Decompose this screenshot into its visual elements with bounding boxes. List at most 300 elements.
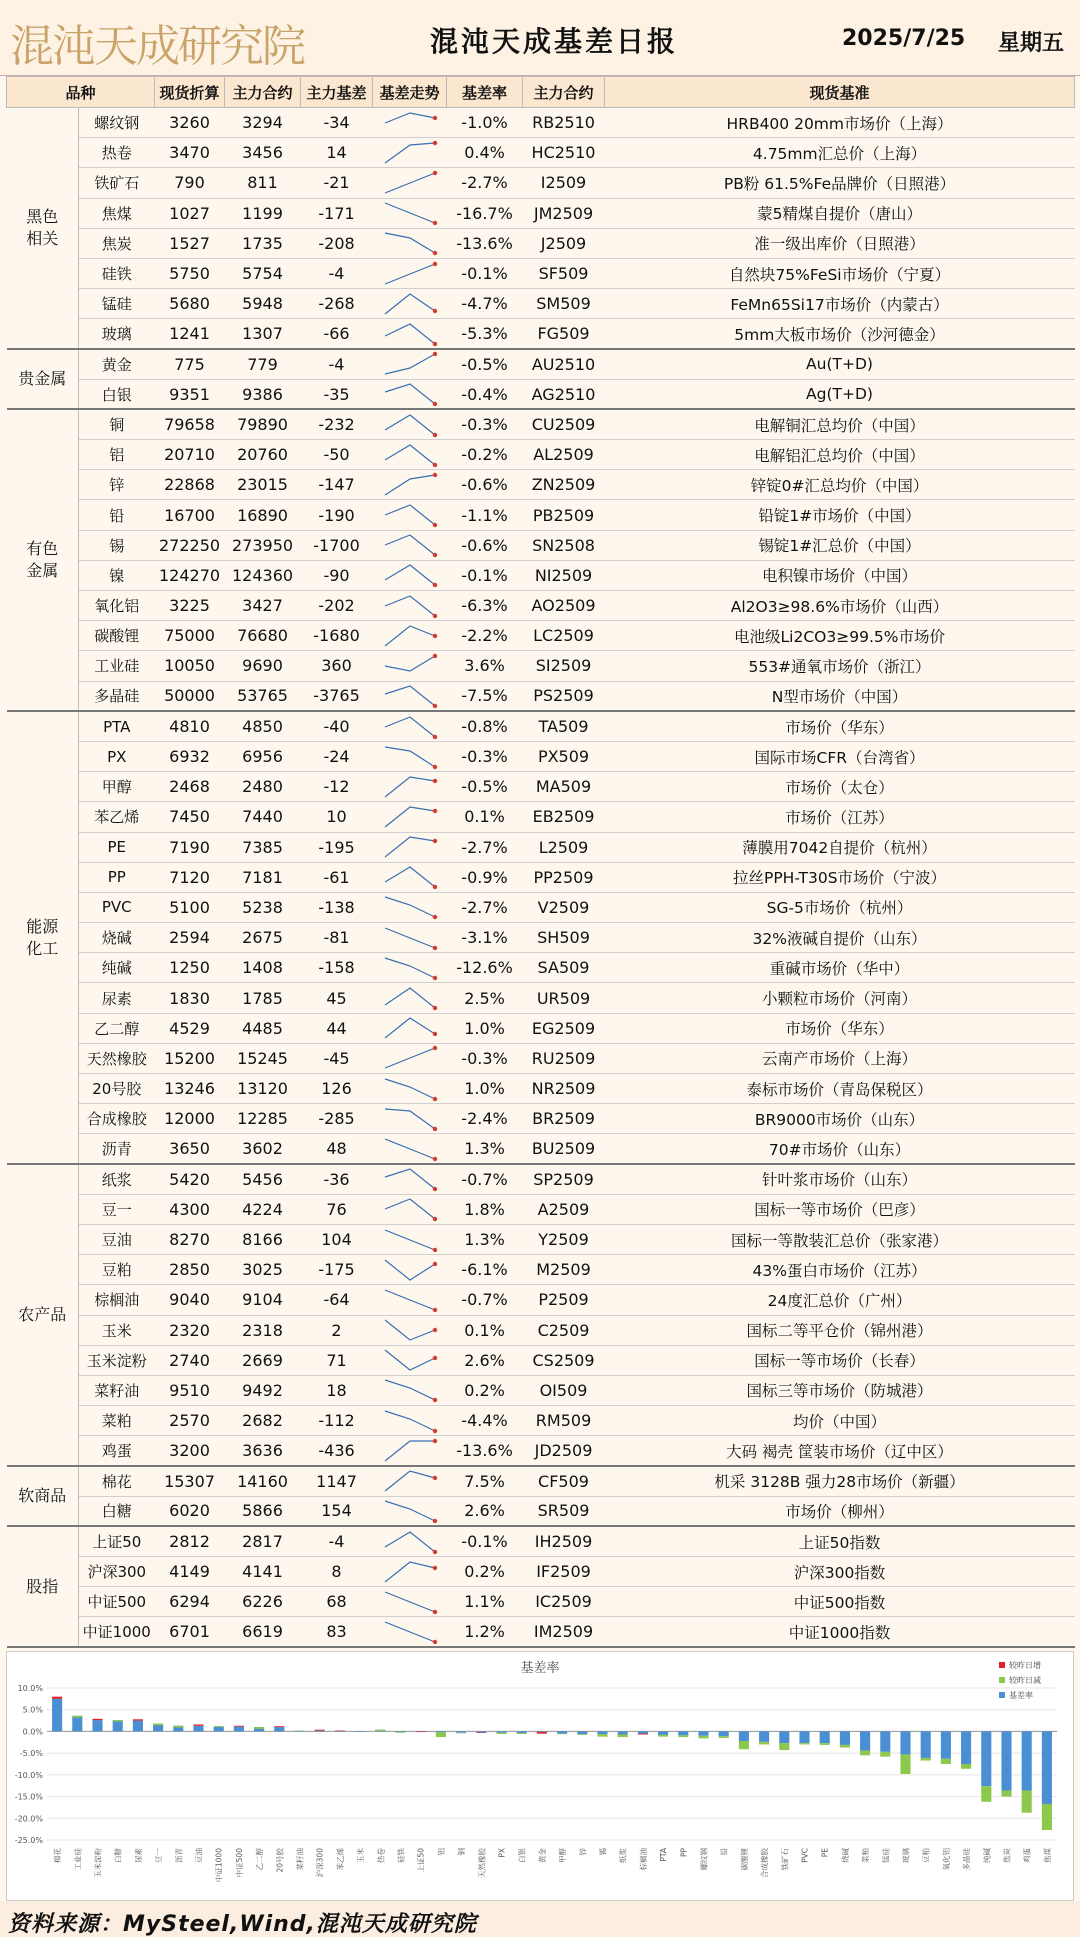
sparkline-svg <box>377 1558 443 1586</box>
sparkline-last-point <box>432 171 436 175</box>
x-tick-label: 玻璃 <box>901 1848 911 1863</box>
rate-cell: 0.4% <box>447 138 523 168</box>
sparkline-last-point <box>432 945 436 949</box>
futures-cell: 9690 <box>225 651 301 681</box>
contract-cell: TA509 <box>523 711 605 741</box>
sparkline-svg <box>377 1226 443 1254</box>
sparkline-line <box>385 1562 435 1582</box>
bar-basis-rate <box>840 1731 850 1744</box>
spot-cell: 6294 <box>155 1587 225 1617</box>
contract-cell: CF509 <box>523 1466 605 1496</box>
variety-cell: 焦炭 <box>79 228 155 258</box>
basis-trend-sparkline <box>373 681 447 711</box>
sparkline-svg <box>377 682 443 710</box>
table-row <box>7 138 1075 168</box>
basis-trend-sparkline <box>373 772 447 802</box>
sparkline-last-point <box>432 1519 436 1523</box>
basis-cell: 8 <box>301 1557 373 1587</box>
benchmark-cell: PB粉 61.5%Fe品牌价（日照港） <box>605 168 1075 198</box>
benchmark-cell: SG-5市场价（杭州） <box>605 892 1075 922</box>
bar-basis-rate <box>779 1731 789 1743</box>
spot-cell: 9510 <box>155 1375 225 1405</box>
sparkline-line <box>385 656 435 671</box>
futures-cell: 4141 <box>225 1557 301 1587</box>
contract-cell: L2509 <box>523 832 605 862</box>
basis-cell: -4 <box>301 349 373 379</box>
spot-cell: 5750 <box>155 258 225 288</box>
contract-cell: SA509 <box>523 953 605 983</box>
basis-trend-sparkline <box>373 832 447 862</box>
sparkline-svg <box>377 1497 443 1525</box>
sparkline-svg <box>377 1467 443 1495</box>
contract-cell: SF509 <box>523 258 605 288</box>
sparkline-last-point <box>432 1398 436 1402</box>
chart-canvas <box>7 1652 1073 1900</box>
bar-change-down <box>436 1732 446 1737</box>
bar-change-down <box>395 1732 405 1733</box>
benchmark-cell: 机采 3128B 强力28市场价（新疆） <box>605 1466 1075 1496</box>
bar-basis-rate <box>799 1731 809 1743</box>
contract-cell: OI509 <box>523 1375 605 1405</box>
x-tick-label: PE <box>820 1848 830 1858</box>
sparkline-svg <box>377 893 443 921</box>
report-title: 混沌天成基差日报 <box>430 25 679 58</box>
category-cell: 黑色 相关 <box>7 108 79 350</box>
contract-cell: SI2509 <box>523 651 605 681</box>
futures-cell: 1408 <box>225 953 301 983</box>
table-row <box>7 228 1075 258</box>
sparkline-svg <box>377 1316 443 1344</box>
sparkline-line <box>385 1350 435 1370</box>
contract-cell: SH509 <box>523 923 605 953</box>
futures-cell: 1735 <box>225 228 301 258</box>
futures-cell: 1307 <box>225 319 301 349</box>
basis-trend-sparkline <box>373 1043 447 1073</box>
futures-cell: 1199 <box>225 198 301 228</box>
bar-basis-rate <box>759 1731 769 1741</box>
sparkline-line <box>385 113 435 123</box>
basis-cell: -208 <box>301 228 373 258</box>
x-tick-label: PVC <box>800 1848 810 1863</box>
x-tick-label: 沪深300 <box>315 1848 325 1878</box>
variety-cell: PE <box>79 832 155 862</box>
futures-cell: 6956 <box>225 741 301 771</box>
basis-trend-sparkline <box>373 1345 447 1375</box>
basis-trend-sparkline <box>373 862 447 892</box>
variety-cell: 纸浆 <box>79 1164 155 1194</box>
bar-change-down <box>759 1742 769 1745</box>
variety-cell: 工业硅 <box>79 651 155 681</box>
basis-cell: -1700 <box>301 530 373 560</box>
futures-cell: 4850 <box>225 711 301 741</box>
bar-basis-rate <box>113 1720 123 1731</box>
bar-change-down <box>820 1743 830 1745</box>
sparkline-line <box>385 1139 435 1159</box>
benchmark-cell: 电积镍市场价（中国） <box>605 560 1075 590</box>
spot-cell: 3200 <box>155 1436 225 1466</box>
y-tick-label: -10.0% <box>14 1770 43 1780</box>
sparkline-last-point <box>432 309 436 313</box>
bar-change-up <box>234 1726 244 1727</box>
basis-cell: 104 <box>301 1224 373 1254</box>
rate-cell: 1.3% <box>447 1134 523 1164</box>
rate-cell: -0.3% <box>447 1043 523 1073</box>
contract-cell: SP2509 <box>523 1164 605 1194</box>
benchmark-cell: 43%蛋白市场价（江苏） <box>605 1255 1075 1285</box>
sparkline-svg <box>377 1588 443 1616</box>
futures-cell: 14160 <box>225 1466 301 1496</box>
x-tick-label: 豆油 <box>194 1848 204 1863</box>
benchmark-cell: 电解铝汇总均价（中国） <box>605 440 1075 470</box>
benchmark-cell: 5mm大板市场价（沙河德金） <box>605 319 1075 349</box>
x-tick-label: PTA <box>659 1848 669 1862</box>
variety-cell: 沪深300 <box>79 1557 155 1587</box>
table-row <box>7 983 1075 1013</box>
basis-cell: 10 <box>301 802 373 832</box>
variety-cell: 棉花 <box>79 1466 155 1496</box>
rate-cell: 1.3% <box>447 1224 523 1254</box>
contract-cell: UR509 <box>523 983 605 1013</box>
bar-change-down <box>113 1720 123 1721</box>
spot-cell: 12000 <box>155 1104 225 1134</box>
sparkline-line <box>385 203 435 223</box>
category-cell: 有色 金属 <box>7 409 79 711</box>
col-header-trend: 基差走势 <box>373 77 447 108</box>
bar-change-down <box>961 1764 971 1769</box>
contract-cell: EB2509 <box>523 802 605 832</box>
bar-change-down <box>678 1735 688 1737</box>
benchmark-cell: 针叶浆市场价（山东） <box>605 1164 1075 1194</box>
basis-cell: -202 <box>301 591 373 621</box>
bar-basis-rate <box>355 1731 365 1732</box>
contract-cell: ZN2509 <box>523 470 605 500</box>
futures-cell: 9104 <box>225 1285 301 1315</box>
futures-cell: 2682 <box>225 1406 301 1436</box>
bar-basis-rate <box>577 1731 587 1734</box>
bar-change-down <box>72 1716 82 1718</box>
variety-cell: 20号胶 <box>79 1074 155 1104</box>
sparkline-last-point <box>432 704 436 708</box>
sparkline-line <box>385 475 435 495</box>
sparkline-last-point <box>432 915 436 919</box>
bar-change-down <box>658 1735 668 1737</box>
futures-cell: 16890 <box>225 500 301 530</box>
rate-cell: 1.1% <box>447 1587 523 1617</box>
table-row <box>7 500 1075 530</box>
x-tick-label: 豆粕 <box>921 1848 931 1863</box>
table-header-row <box>7 77 1075 108</box>
futures-cell: 8166 <box>225 1224 301 1254</box>
sparkline-svg <box>377 139 443 167</box>
bar-change-down <box>1022 1790 1032 1812</box>
spot-cell: 124270 <box>155 560 225 590</box>
bar-change-down <box>779 1743 789 1750</box>
rate-cell: -13.6% <box>447 1436 523 1466</box>
futures-cell: 9386 <box>225 379 301 409</box>
rate-cell: -2.7% <box>447 892 523 922</box>
basis-table <box>6 76 1075 1648</box>
x-tick-label: 烧碱 <box>840 1848 850 1863</box>
sparkline-line <box>385 1290 435 1310</box>
variety-cell: 玉米 <box>79 1315 155 1345</box>
table-row <box>7 862 1075 892</box>
sparkline-line <box>385 1230 435 1250</box>
category-cell: 股指 <box>7 1526 79 1647</box>
basis-cell: -45 <box>301 1043 373 1073</box>
benchmark-cell: 市场价（华东） <box>605 1013 1075 1043</box>
sparkline-last-point <box>432 809 436 813</box>
rate-cell: -0.8% <box>447 711 523 741</box>
sparkline-line <box>385 1109 435 1129</box>
bar-basis-rate <box>315 1731 325 1732</box>
contract-cell: AG2510 <box>523 379 605 409</box>
basis-cell: 45 <box>301 983 373 1013</box>
sparkline-svg <box>377 320 443 348</box>
basis-cell: -285 <box>301 1104 373 1134</box>
basis-trend-sparkline <box>373 591 447 621</box>
x-tick-label: 热卷 <box>376 1848 386 1863</box>
futures-cell: 3456 <box>225 138 301 168</box>
spot-cell: 2594 <box>155 923 225 953</box>
x-tick-label: 合成橡胶 <box>760 1848 770 1878</box>
table-row <box>7 681 1075 711</box>
contract-cell: NI2509 <box>523 560 605 590</box>
sparkline-last-point <box>432 1046 436 1050</box>
category-cell: 能源 化工 <box>7 711 79 1164</box>
basis-trend-sparkline <box>373 500 447 530</box>
sparkline-line <box>385 1532 435 1552</box>
spot-cell: 1241 <box>155 319 225 349</box>
sparkline-last-point <box>432 1262 436 1266</box>
variety-cell: 碳酸锂 <box>79 621 155 651</box>
sparkline-last-point <box>432 613 436 617</box>
benchmark-cell: 锡锭1#汇总价（中国） <box>605 530 1075 560</box>
contract-cell: V2509 <box>523 892 605 922</box>
bar-change-down <box>719 1736 729 1738</box>
basis-trend-sparkline <box>373 1436 447 1466</box>
futures-cell: 4224 <box>225 1194 301 1224</box>
spot-cell: 7450 <box>155 802 225 832</box>
sparkline-svg <box>377 109 443 137</box>
basis-cell: -50 <box>301 440 373 470</box>
sparkline-svg <box>377 984 443 1012</box>
basis-trend-sparkline <box>373 138 447 168</box>
rate-cell: 1.8% <box>447 1194 523 1224</box>
sparkline-svg <box>377 1346 443 1374</box>
variety-cell: 白糖 <box>79 1496 155 1526</box>
benchmark-cell: 蒙5精煤自提价（唐山） <box>605 198 1075 228</box>
bar-basis-rate <box>658 1731 668 1734</box>
table-row <box>7 440 1075 470</box>
sparkline-last-point <box>432 1247 436 1251</box>
benchmark-cell: 重碱市场价（华中） <box>605 953 1075 983</box>
rate-cell: -6.1% <box>447 1255 523 1285</box>
sparkline-last-point <box>432 402 436 406</box>
table-row <box>7 349 1075 379</box>
basis-trend-sparkline <box>373 1315 447 1345</box>
basis-trend-sparkline <box>373 1285 447 1315</box>
rate-cell: -0.2% <box>447 440 523 470</box>
table-row <box>7 1496 1075 1526</box>
x-tick-label: 焦煤 <box>1042 1848 1052 1863</box>
rate-cell: -0.9% <box>447 862 523 892</box>
benchmark-cell: 准一级出库价（日照港） <box>605 228 1075 258</box>
contract-cell: IC2509 <box>523 1587 605 1617</box>
bar-change-down <box>900 1754 910 1774</box>
spot-cell: 13246 <box>155 1074 225 1104</box>
table-row <box>7 409 1075 439</box>
table-row <box>7 168 1075 198</box>
sparkline-svg <box>377 1437 443 1465</box>
benchmark-cell: HRB400 20mm市场价（上海） <box>605 108 1075 138</box>
sparkline-line <box>385 867 435 887</box>
spot-cell: 1250 <box>155 953 225 983</box>
contract-cell: RB2510 <box>523 108 605 138</box>
table-row <box>7 953 1075 983</box>
table-row <box>7 1345 1075 1375</box>
spot-cell: 8270 <box>155 1224 225 1254</box>
futures-cell: 5238 <box>225 892 301 922</box>
sparkline-last-point <box>432 839 436 843</box>
sparkline-svg <box>377 1618 443 1646</box>
basis-trend-sparkline <box>373 1013 447 1043</box>
sparkline-last-point <box>432 976 436 980</box>
report-weekday: 星期五 <box>998 31 1065 56</box>
variety-cell: 沥青 <box>79 1134 155 1164</box>
benchmark-cell: 薄膜用7042自提价（杭州） <box>605 832 1075 862</box>
rate-cell: -0.1% <box>447 258 523 288</box>
table-row <box>7 892 1075 922</box>
variety-cell: 玉米淀粉 <box>79 1345 155 1375</box>
variety-cell: 菜粕 <box>79 1406 155 1436</box>
basis-cell: -81 <box>301 923 373 953</box>
x-tick-label: 锰硅 <box>881 1848 891 1863</box>
table-row <box>7 1587 1075 1617</box>
contract-cell: EG2509 <box>523 1013 605 1043</box>
benchmark-cell: 大码 褐壳 筐装市场价（辽中区） <box>605 1436 1075 1466</box>
sparkline-line <box>385 233 435 253</box>
bar-basis-rate <box>820 1731 830 1743</box>
variety-cell: 锡 <box>79 530 155 560</box>
basis-trend-sparkline <box>373 1104 447 1134</box>
sparkline-last-point <box>432 1032 436 1036</box>
basis-cell: -112 <box>301 1406 373 1436</box>
spot-cell: 272250 <box>155 530 225 560</box>
sparkline-line <box>385 1441 435 1461</box>
x-tick-label: 上证50 <box>416 1848 426 1873</box>
basis-trend-sparkline <box>373 1587 447 1617</box>
spot-cell: 2812 <box>155 1526 225 1556</box>
bar-basis-rate <box>981 1731 991 1786</box>
futures-cell: 15245 <box>225 1043 301 1073</box>
sparkline-line <box>385 807 435 827</box>
col-header-spot: 现货折算 <box>155 77 225 108</box>
bar-change-down <box>1001 1790 1011 1796</box>
benchmark-cell: N型市场价（中国） <box>605 681 1075 711</box>
bar-basis-rate <box>436 1731 446 1732</box>
basis-trend-sparkline <box>373 168 447 198</box>
futures-cell: 20760 <box>225 440 301 470</box>
sparkline-last-point <box>432 523 436 527</box>
table-row <box>7 1013 1075 1043</box>
bar-change-down <box>153 1724 163 1726</box>
category-cell: 贵金属 <box>7 349 79 409</box>
table-row <box>7 1315 1075 1345</box>
basis-cell: -138 <box>301 892 373 922</box>
futures-cell: 2675 <box>225 923 301 953</box>
basis-trend-sparkline <box>373 198 447 228</box>
contract-cell: NR2509 <box>523 1074 605 1104</box>
basis-trend-sparkline <box>373 1134 447 1164</box>
rate-cell: 1.0% <box>447 1013 523 1043</box>
x-tick-label: 天然橡胶 <box>477 1848 487 1878</box>
variety-cell: PTA <box>79 711 155 741</box>
bar-change-down <box>294 1731 304 1732</box>
futures-cell: 124360 <box>225 560 301 590</box>
bar-basis-rate <box>193 1726 203 1732</box>
col-header-futures: 主力合约 <box>225 77 301 108</box>
basis-cell: -3765 <box>301 681 373 711</box>
y-tick-label: -25.0% <box>14 1836 43 1845</box>
category-cell: 农产品 <box>7 1164 79 1466</box>
spot-cell: 1027 <box>155 198 225 228</box>
x-tick-label: 甲醇 <box>558 1848 568 1863</box>
table-row <box>7 1074 1075 1104</box>
contract-cell: BU2509 <box>523 1134 605 1164</box>
variety-cell: 合成橡胶 <box>79 1104 155 1134</box>
futures-cell: 3294 <box>225 108 301 138</box>
sparkline-svg <box>377 833 443 861</box>
y-tick-label: -5.0% <box>19 1749 43 1759</box>
sparkline-last-point <box>432 473 436 477</box>
sparkline-last-point <box>432 634 436 638</box>
contract-cell: IH2509 <box>523 1526 605 1556</box>
contract-cell: SM509 <box>523 289 605 319</box>
futures-cell: 4485 <box>225 1013 301 1043</box>
table-row <box>7 741 1075 771</box>
sparkline-last-point <box>432 583 436 587</box>
variety-cell: PP <box>79 862 155 892</box>
sparkline-line <box>385 1592 435 1612</box>
x-tick-label: 中证1000 <box>214 1848 224 1883</box>
basis-trend-sparkline <box>373 1074 447 1104</box>
x-tick-label: 棕榈油 <box>638 1848 648 1871</box>
basis-trend-sparkline <box>373 1557 447 1587</box>
sparkline-svg <box>377 290 443 318</box>
basis-trend-sparkline <box>373 621 447 651</box>
bar-basis-rate <box>941 1731 951 1758</box>
sparkline-svg <box>377 350 443 378</box>
contract-cell: JM2509 <box>523 198 605 228</box>
sparkline-line <box>385 445 435 465</box>
contract-cell: AU2510 <box>523 349 605 379</box>
sparkline-line <box>385 777 435 797</box>
sparkline-last-point <box>432 1640 436 1644</box>
table-row <box>7 1617 1075 1647</box>
variety-cell: 铝 <box>79 440 155 470</box>
sparkline-line <box>385 897 435 917</box>
variety-cell: 天然橡胶 <box>79 1043 155 1073</box>
sparkline-svg <box>377 169 443 197</box>
bar-basis-rate <box>274 1727 284 1731</box>
benchmark-cell: 国标三等市场价（防城港） <box>605 1375 1075 1405</box>
table-row <box>7 258 1075 288</box>
col-header-basis: 主力基差 <box>301 77 373 108</box>
sparkline-last-point <box>432 1217 436 1221</box>
source-note: 资料来源：MySteel,Wind,混沌天成研究院 <box>8 1912 477 1937</box>
sparkline-last-point <box>432 221 436 225</box>
table-row <box>7 1375 1075 1405</box>
